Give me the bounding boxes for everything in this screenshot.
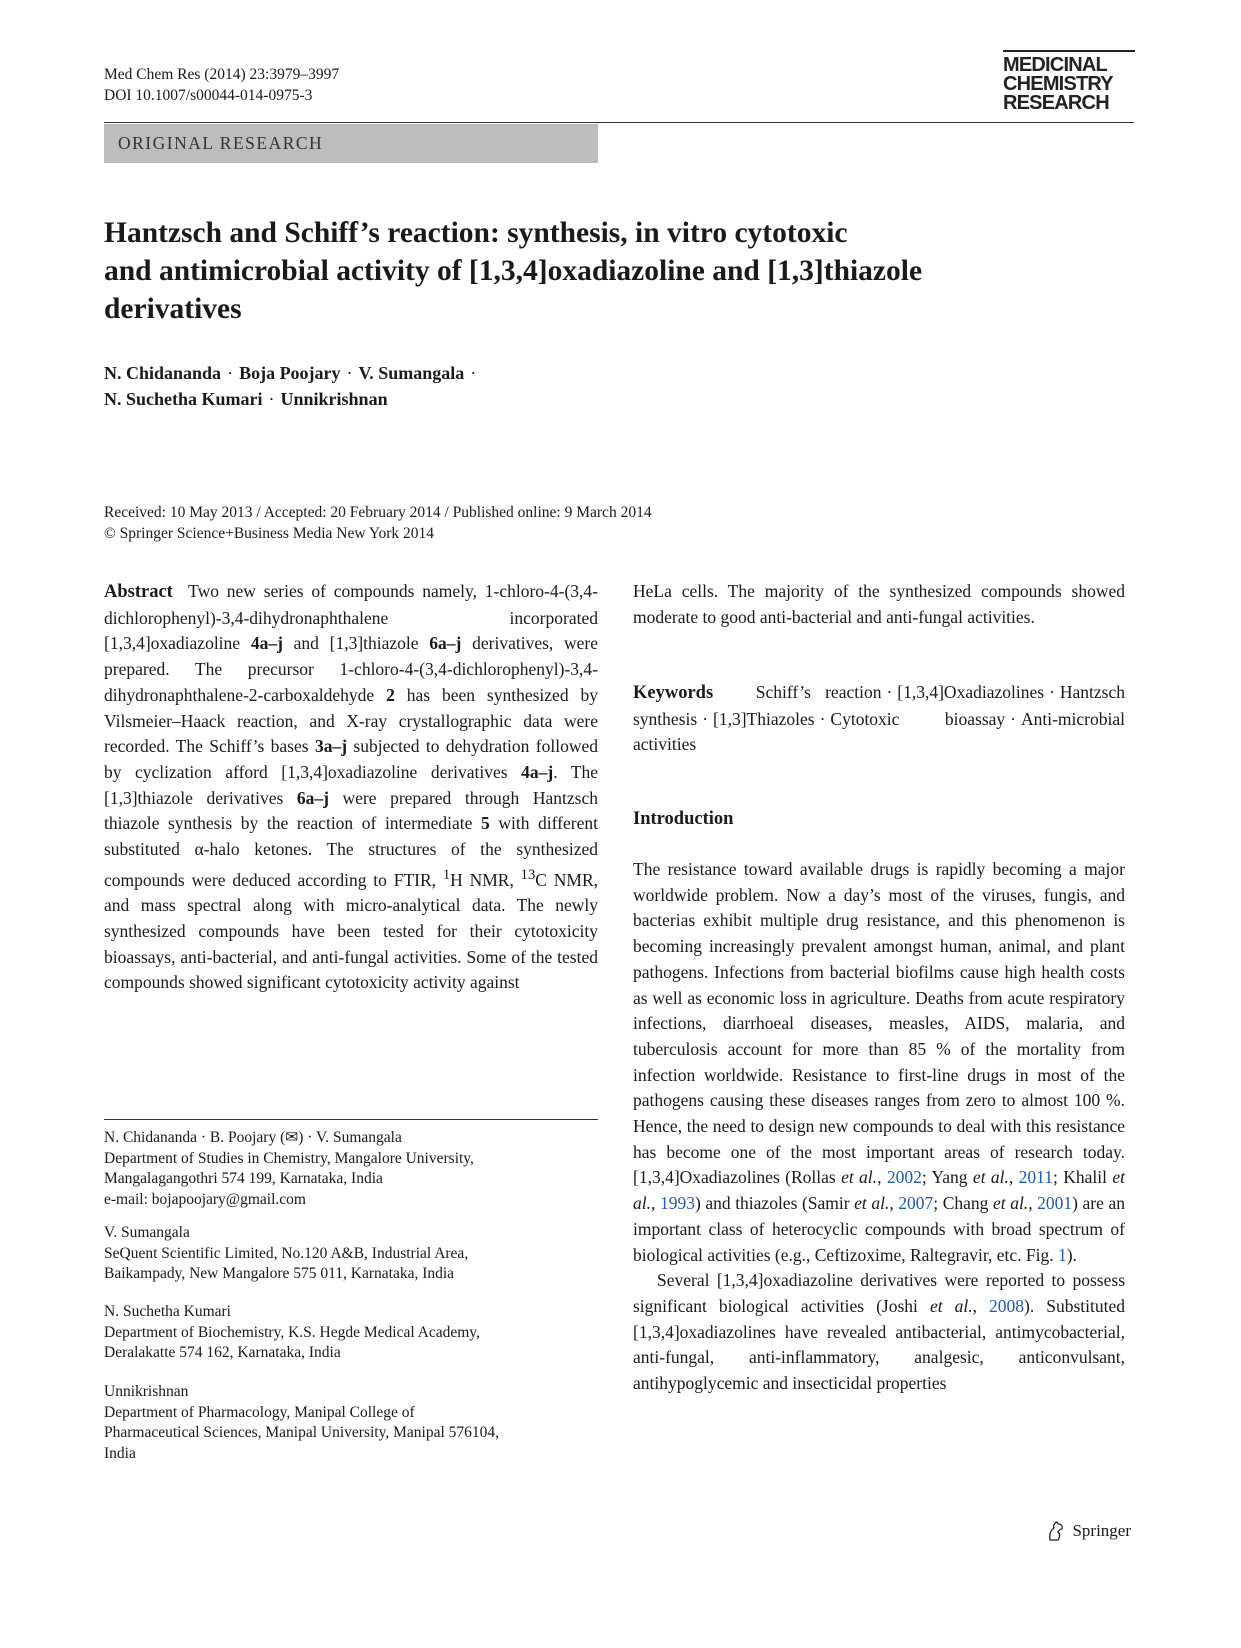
abstract-text: HeLa cells. The majority of the synthesized compounds showed moderate to good anti-bacterial and anti-fungal activities. [633,581,1125,627]
publisher-name: Springer [1072,1521,1131,1540]
springer-horse-icon [1046,1520,1066,1542]
body-text: , [1028,1193,1038,1214]
keyword-separator: · [886,682,893,702]
compound-ref: 3a–j [314,736,348,757]
keyword: [1,3]Thiazoles [713,708,815,729]
affiliation [104,1128,598,1210]
author-name: N. Chidananda [104,363,222,383]
body-text: , [651,1193,660,1214]
journal-citation [104,64,339,106]
abstract-text: and [1,3]thiazole [282,633,430,654]
et-al: et al. [841,1167,878,1188]
affiliation-line: Mangalagangothri 574 199, Karnataka, India [104,1170,383,1187]
body-text: , [972,1295,990,1316]
affiliation-line: Department of Studies in Chemistry, Mangalore University, [104,1149,474,1167]
section-heading: Introduction [633,809,734,829]
compound-ref: 4a–j [521,761,554,782]
abstract-label: Abstract [104,582,173,602]
affiliation-authors: N. Suchetha Kumari [104,1303,231,1320]
journal-logo [1003,50,1135,113]
abstract-text: H NMR, [450,869,521,890]
title-line: derivatives [104,293,242,325]
category-band [104,124,598,163]
logo-line: MEDICINAL [1003,54,1107,76]
affiliation-line: Pharmaceutical Sciences, Manipal University, Manipal 576104, [104,1424,500,1441]
email-link[interactable]: e-mail: bojapoojary@gmail.com [104,1190,306,1208]
keyword: Hantzsch synthesis [633,682,1125,729]
compound-ref: 6a–j [429,633,462,654]
et-al: et al. [929,1295,973,1316]
et-al: et al. [854,1193,890,1214]
affiliation [104,1382,598,1464]
body-text: ; Chang [933,1193,993,1214]
compound-ref: 6a–j [296,787,329,808]
keyword: [1,3,4]Oxadiazolines [897,682,1045,702]
citation-link[interactable]: 2007 [898,1193,934,1214]
publication-dates [104,502,652,544]
abstract [104,579,598,996]
abstract-text: were prepared through Hantzsch thiazole synthesis by the reaction of intermediate [104,787,598,834]
abstract-text: derivatives, were prepared. The precursor 1-chloro-4-(3,4-dichlorophenyl)-3,4-dihydronaphthalene-2-carboxaldehyde [104,633,599,705]
keywords-label: Keywords [633,683,714,703]
superscript: 1 [442,866,451,883]
keywords [633,680,1125,758]
body-text: The resistance toward available drugs is rapidly becoming a major worldwide problem. Now a day’s most of the viruses, fungis, and bacterias exhibit multiple drug resistance, and this phenomenon is becoming increasingly prevalent amongst human, animal, and plant pathogens. Infections from bacterial biofilms cause high health costs as well as economic loss in agriculture. Deaths from acute respiratory infections, diarrhoeal diseases, measles, AIDS, malaria, and tuberculosis account for more than 85 % of the mortality from infection worldwide. Resistance to first-line drugs in most of the pathogens causing these diseases ranges from zero to almost 100 %. Hence, the need to design new compounds to deal with this resistance has become one of the most important areas of research today. [1,3,4]Oxadiazolines (Rollas [633,859,1125,1188]
body-text: , [1008,1167,1019,1188]
keyword: Anti-microbial activities [633,708,1125,755]
publisher-mark [1046,1520,1131,1542]
body-text: Several [1,3,4]oxadiazoline derivatives were reported to possess significant biological activities (Joshi [633,1270,1125,1316]
citation-link[interactable]: 2008 [989,1295,1025,1316]
keyword-separator: · [1010,708,1016,729]
body-text: ; Khalil [1053,1167,1113,1188]
body-text: , [889,1193,899,1214]
copyright-line: © Springer Science+Business Media New York 2014 [104,525,435,542]
introduction-heading-block [633,807,1125,833]
doi-line: DOI 10.1007/s00044-014-0975-3 [104,87,313,104]
abstract-text: . The [1,3]thiazole derivatives [104,761,598,808]
compound-ref: 4a–j [250,633,283,654]
abstract-text: subjected to dehydration followed by cyclization afford [1,3,4]oxadiazoline derivatives [104,736,598,782]
title-line: and antimicrobial activity of [1,3,4]oxadiazoline and [1,3]thiazole [104,255,923,287]
body-text: ; Yang [921,1167,973,1188]
affiliation-line: Department of Biochemistry, K.S. Hegde Medical Academy, [104,1323,480,1341]
author-list: N. Chidananda · Boja Poojary · V. Sumangala · N. Suchetha Kumari · Unnikrishnan [104,363,477,409]
affiliation-authors: N. Chidananda · B. Poojary (✉) · V. Sumangala [104,1129,402,1146]
author-name: V. Sumangala [358,363,465,383]
citation-link[interactable]: 2001 [1037,1193,1073,1214]
history-line: Received: 10 May 2013 / Accepted: 20 February 2014 / Published online: 9 March 2014 [104,504,652,521]
compound-ref: 2 [386,684,395,705]
logo-line: CHEMISTRY [1003,73,1113,95]
keyword-separator: · [1049,682,1055,702]
keyword-separator: · [702,708,709,729]
affiliation-authors: Unnikrishnan [104,1383,189,1400]
body-text: ). Substituted [1,3,4]oxadiazolines have revealed antibacterial, antimycobacterial, anti-fungal, anti-inflammatory, analgesic, anticonvulsant, antihypoglycemic and insecticidal properties [633,1295,1126,1394]
category-label: ORIGINAL RESEARCH [118,133,324,153]
abstract-text: has been synthesized by Vilsmeier–Haack reaction, and X-ray crystallographic data were recorded. The Schiff’s bases [104,684,598,757]
affiliation [104,1302,598,1364]
superscript: 13 [520,866,536,883]
article-title [104,214,1104,328]
et-al: et al. [993,1193,1029,1214]
title-line: Hantzsch and Schiff’s reaction: synthesis, in vitro cytotoxic [104,217,848,249]
keyword: Cytotoxic bioassay [830,708,1006,729]
citation-link[interactable]: 2011 [1018,1167,1054,1188]
et-al: et al. [633,1167,1126,1214]
affiliation-line: India [104,1444,136,1462]
body-text: ). [1066,1244,1077,1265]
citation-link[interactable]: 1993 [659,1193,695,1214]
author-name: N. Suchetha Kumari [104,389,263,409]
logo-line: RESEARCH [1003,92,1109,114]
abstract-continuation [633,579,1125,630]
affiliation-authors: V. Sumangala [104,1224,190,1241]
footnote-rule [104,1119,598,1120]
et-al: et al. [972,1167,1009,1188]
author-name: Unnikrishnan [280,389,388,409]
affiliation-line: Deralakatte 574 162, Karnataka, India [104,1344,341,1361]
affiliation-line: Department of Pharmacology, Manipal College of [104,1403,415,1421]
citation-link[interactable]: 2002 [886,1167,922,1188]
abstract-text: with different substituted α-halo ketones. The structures of the synthesized compounds were deduced according to FTIR, [104,813,598,890]
affiliation [104,1223,598,1285]
keyword: Schiff’s reaction [755,682,882,702]
body-text: ) are an important class of heterocyclic compounds with broad spectrum of biological activities (e.g., Ceftizoxime, Raltegravir, etc. Fig. [633,1193,1125,1265]
body-text: ) and thiazoles (Samir [694,1193,855,1214]
keyword-separator: · [819,708,826,729]
introduction-body [633,857,1125,1397]
body-text: , [877,1167,887,1188]
header-rule [104,122,1134,123]
abstract-text: Two new series of compounds namely, 1-chloro-4-(3,4-dichlorophenyl)-3,4-dihydronaphthalene incorporated [1,3,4]oxadiazoline [104,581,598,654]
affiliation-line: Baikampady, New Mangalore 575 011, Karnataka, India [104,1265,455,1282]
compound-ref: 5 [481,813,490,834]
figure-link[interactable]: 1 [1058,1244,1067,1265]
journal-line: Med Chem Res (2014) 23:3979–3997 [104,66,340,83]
author-name: Boja Poojary [239,363,341,383]
abstract-text: C NMR, and mass spectral along with micro-analytical data. The newly synthesized compounds have been tested for their cytotoxicity bioassays, anti-bacterial, and anti-fungal activities. Some of the tested compounds showed significant cytotoxicity activity against [104,869,598,993]
affiliation-line: SeQuent Scientific Limited, No.120 A&B, Industrial Area, [104,1244,469,1262]
